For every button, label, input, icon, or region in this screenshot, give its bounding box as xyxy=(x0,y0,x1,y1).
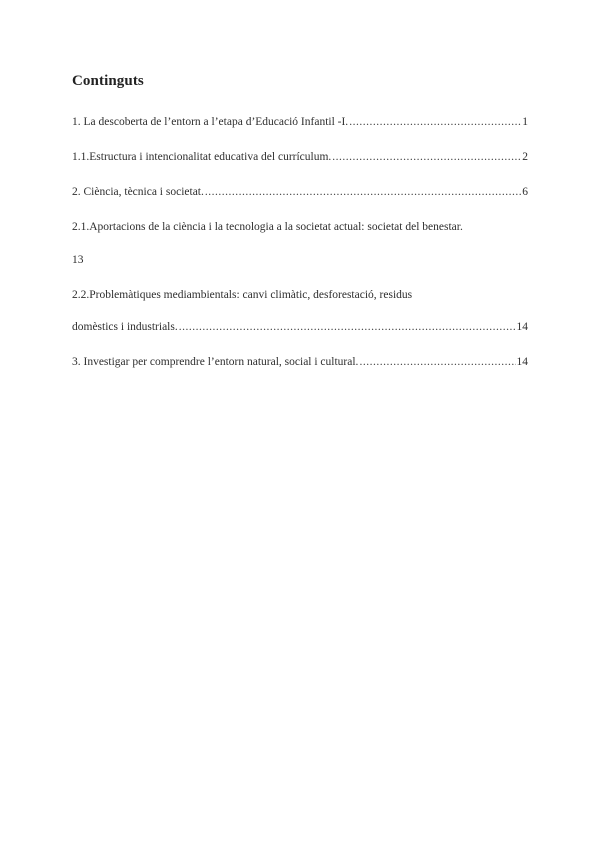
toc-entry[interactable] xyxy=(72,115,528,129)
toc-leader-dots xyxy=(349,115,521,129)
toc-leader-dots xyxy=(179,320,516,334)
toc-entry[interactable] xyxy=(72,150,528,164)
toc-entry-text: 1.1.Estructura i intencionalitat educativa del currículum. xyxy=(72,151,332,163)
toc-entry-text: 1. La descoberta de l’entorn a l’etapa d’Educació Infantil -I. xyxy=(72,116,349,128)
toc-leader-dots xyxy=(359,355,515,369)
toc-page-number: 13 xyxy=(72,254,84,266)
toc-entry[interactable] xyxy=(72,355,528,369)
toc-leader-dots xyxy=(205,185,521,199)
toc-entry[interactable] xyxy=(72,320,528,334)
toc-page-number: 6 xyxy=(522,186,528,198)
toc-page-number: 14 xyxy=(516,356,528,368)
toc-leader-dots xyxy=(332,150,521,164)
toc-entry-text: 2. Ciència, tècnica i societat. xyxy=(72,186,204,198)
toc-entry-text-continued: domèstics i industrials. xyxy=(72,321,178,333)
toc-entry-text[interactable]: 2.1.Aportacions de la ciència i la tecnologia a la societat actual: societat del benestar. xyxy=(72,221,463,233)
toc-page-number: 2 xyxy=(522,151,528,163)
toc-entry-text[interactable]: 2.2.Problemàtiques mediambientals: canvi climàtic, desforestació, residus xyxy=(72,289,413,301)
toc-entry[interactable] xyxy=(72,185,528,199)
toc-page-number: 1 xyxy=(522,116,528,128)
toc-title: Contingut​s xyxy=(72,73,144,89)
toc-entry-text: 3. Investigar per comprendre l’entorn natural, social i cultural. xyxy=(72,356,359,368)
toc-page-number: 14 xyxy=(516,321,528,333)
